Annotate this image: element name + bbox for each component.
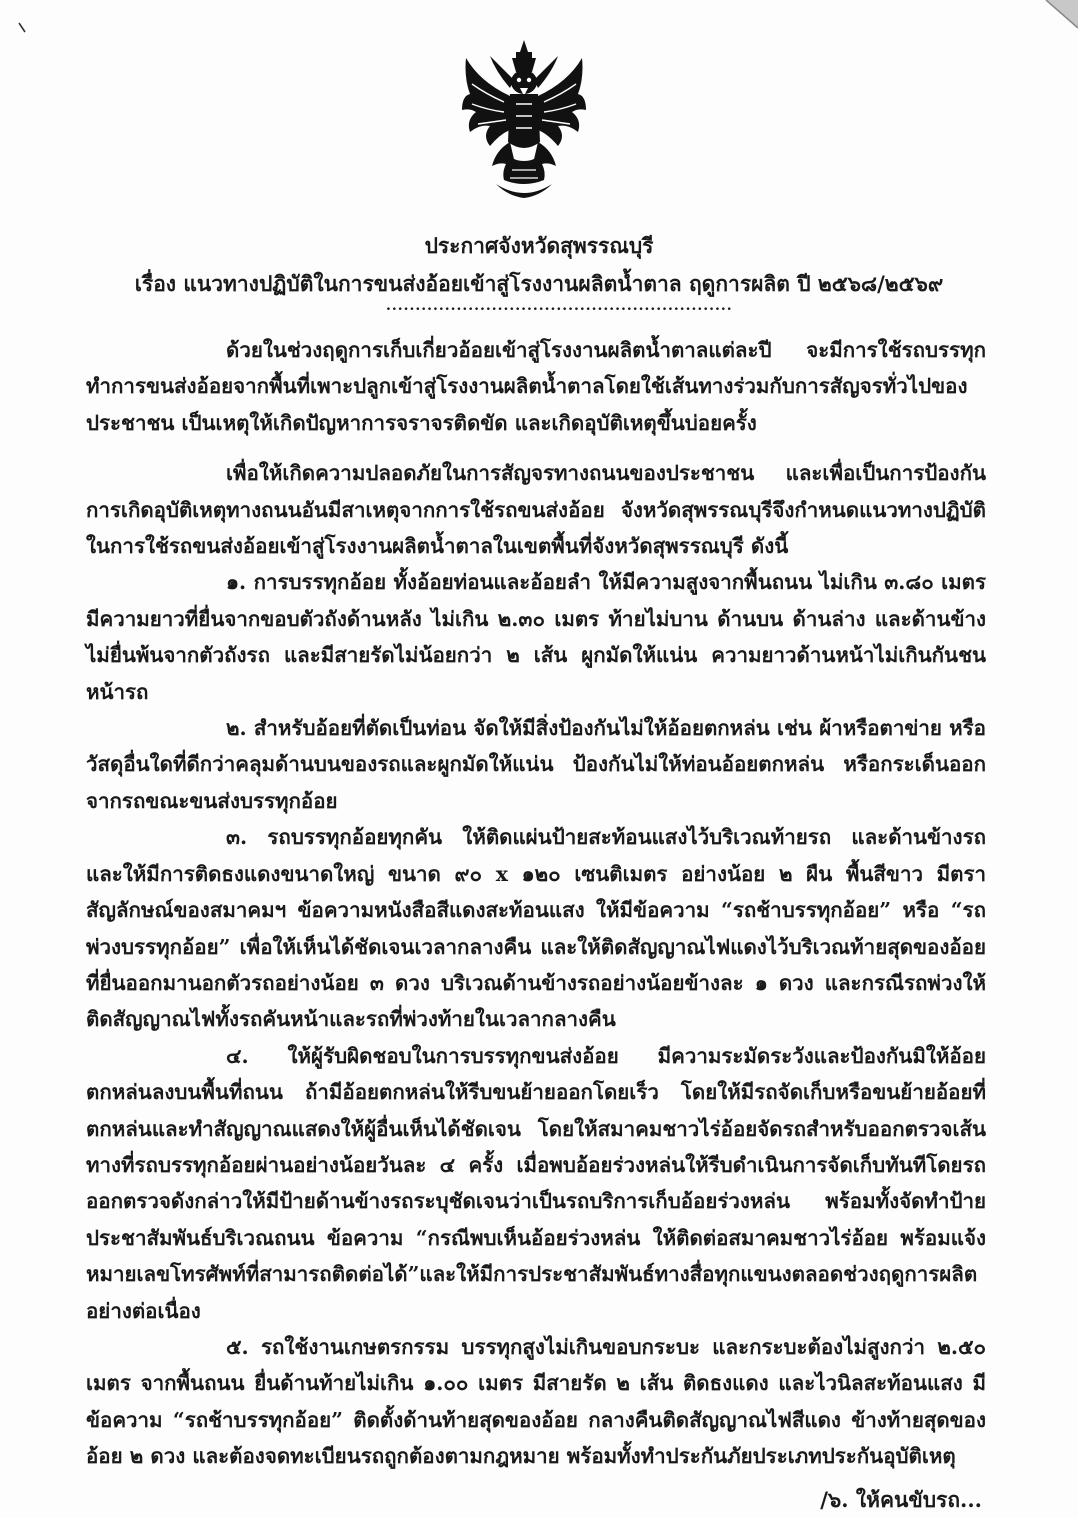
guideline-item-2: ๒. สำหรับอ้อยที่ตัดเป็นท่อน จัดให้มีสิ่งป้องกันไม่ให้อ้อยตกหล่น เช่น ผ้าหรือตาข่าย หรือวัสดุอื่นใดที่ดีกว่าคลุมด้านบนของรถและผูกมัดให้แน่น ป้องกันไม่ให้ท่อนอ้อยตกหล่น หรือกระเด็นออกจากรถขณะขนส่งบรรทุกอ้อย bbox=[86, 716, 986, 813]
garuda-emblem-icon bbox=[460, 38, 588, 202]
guideline-item-3: ๓. รถบรรทุกอ้อยทุกคัน ให้ติดแผ่นป้ายสะท้อนแสงไว้บริเวณท้ายรถ และด้านข้างรถ และให้มีการติดธงแดงขนาดใหญ่ ขนาด ๙๐ x ๑๒๐ เซนติเมตร อย่างน้อย ๒ ผืน พื้นสีขาว มีตราสัญลักษณ์ของสมาคมฯ ข้อความหนังสือสีแดงสะท้อนแสง ให้มีข้อความ “รถช้าบรรทุกอ้อย” หรือ “รถพ่วงบรรทุกอ้อย” เพื่อให้เห็นได้ชัดเจนเวลากลางคืน และให้ติดสัญญาณไฟแดงไว้บริเวณท้ายสุดของอ้อยที่ยื่นออกมานอกตัวรถอย่างน้อย ๓ ดวง บริเวณด้านข้างรถอย่างน้อยข้างละ ๑ ดวง และกรณีรถพ่วงให้ติดสัญญาณไฟทั้งรถคันหน้าและรถที่พ่วงท้ายในเวลากลางคืน bbox=[86, 825, 986, 1032]
guideline-item-1: ๑. การบรรทุกอ้อย ทั้งอ้อยท่อนและอ้อยลำ ให้มีความสูงจากพื้นถนน ไม่เกิน ๓.๘๐ เมตร มีความยาวที่ยื่นจากขอบตัวถังด้านหลัง ไม่เกิน ๒.๓๐ เมตร ท้ายไม่บาน ด้านบน ด้านล่าง และด้านข้างไม่ยื่นพ้นจากตัวถังรถ และมีสายรัดไม่น้อยกว่า ๒ เส้น ผูกมัดให้แน่น ความยาวด้านหน้าไม่เกินกันชนหน้ารถ bbox=[86, 570, 986, 704]
announcement-subject: เรื่อง แนวทางปฏิบัติในการขนส่งอ้อยเข้าสู่โรงงานผลิตน้ำตาล ฤดูการผลิต ปี ๒๕๖๘/๒๕๖๙ bbox=[134, 271, 944, 296]
scan-edge-shadow-icon bbox=[1038, 0, 1078, 70]
guideline-item-5: ๕. รถใช้งานเกษตรกรรม บรรทุกสูงไม่เกินขอบกระบะ และกระบะต้องไม่สูงกว่า ๒.๕๐ เมตร จากพื้นถนน ยื่นด้านท้ายไม่เกิน ๑.๐๐ เมตร มีสายรัด ๒ เส้น ติดธงแดง และไวนิลสะท้อนแสง มีข้อความ “รถช้าบรรทุกอ้อย” ติดตั้งด้านท้ายสุดของอ้อย กลางคืนติดสัญญาณไฟสีแดง ข้างท้ายสุดของอ้อย ๒ ดวง และต้องจดทะเบียนรถถูกต้องตามกฎหมาย พร้อมทั้งทำประกันภัยประเภทประกันอุบัติเหตุ bbox=[86, 1334, 986, 1469]
announcement-body bbox=[86, 332, 986, 1475]
guideline-item-4: ๔. ให้ผู้รับผิดชอบในการบรรทุกขนส่งอ้อย มีความระมัดระวังและป้องกันมิให้อ้อยตกหล่นลงบนพื้นที่ถนน ถ้ามีอ้อยตกหล่นให้รีบขนย้ายออกโดยเร็ว โดยให้มีรถจัดเก็บหรือขนย้ายอ้อยที่ตกหล่นและทำสัญญาณแสดงให้ผู้อื่นเห็นได้ชัดเจน โดยให้สมาคมชาวไร่อ้อยจัดรถสำหรับออกตรวจเส้นทางที่รถบรรทุกอ้อยผ่านอย่างน้อยวันละ ๔ ครั้ง เมื่อพบอ้อยร่วงหล่นให้รีบดำเนินการจัดเก็บทันทีโดยรถออกตรวจดังกล่าวให้มีป้ายด้านข้างรถระบุชัดเจนว่าเป็นรถบริการเก็บอ้อยร่วงหล่น พร้อมทั้งจัดทำป้ายประชาสัมพันธ์บริเวณถนน ข้อความ “กรณีพบเห็นอ้อยร่วงหล่น ให้ติดต่อสมาคมชาวไร่อ้อย พร้อมแจ้งหมายเลขโทรศัพท์ที่สามารถติดต่อได้”และให้มีการประชาสัมพันธ์ทางสื่อทุกแขนงตลอดช่วงฤดูการผลิตอย่างต่อเนื่อง bbox=[86, 1043, 986, 1323]
scan-speck-icon bbox=[18, 22, 28, 34]
intro-paragraph: ด้วยในช่วงฤดูการเก็บเกี่ยวอ้อยเข้าสู่โรงงานผลิตน้ำตาลแต่ละปี จะมีการใช้รถบรรทุกทำการขนส่งอ้อยจากพื้นที่เพาะปลูกเข้าสู่โรงงานผลิตน้ำตาลโดยใช้เส้นทางร่วมกับการสัญจรทั่วไปของประชาชน เป็นเหตุให้เกิดปัญหาการจราจรติดขัด และเกิดอุบัติเหตุขึ้นบ่อยครั้ง bbox=[86, 338, 986, 435]
announcement-title: ประกาศจังหวัดสุพรรณบุรี bbox=[424, 233, 654, 258]
purpose-paragraph: เพื่อให้เกิดความปลอดภัยในการสัญจรทางถนนของประชาชน และเพื่อเป็นการป้องกันการเกิดอุบัติเหตุทางถนนอันมีสาเหตุจากการใช้รถขนส่งอ้อย จังหวัดสุพรรณบุรีจึงกำหนดแนวทางปฏิบัติในการใช้รถขนส่งอ้อยเข้าสู่โรงงานผลิตน้ำตาลในเขตพื้นที่จังหวัดสุพรรณบุรี ดังนี้ bbox=[86, 461, 986, 559]
page-continuation-note: /๖. ให้คนขับรถ... bbox=[820, 1487, 982, 1512]
dotted-separator: ........................................................... bbox=[386, 298, 733, 314]
